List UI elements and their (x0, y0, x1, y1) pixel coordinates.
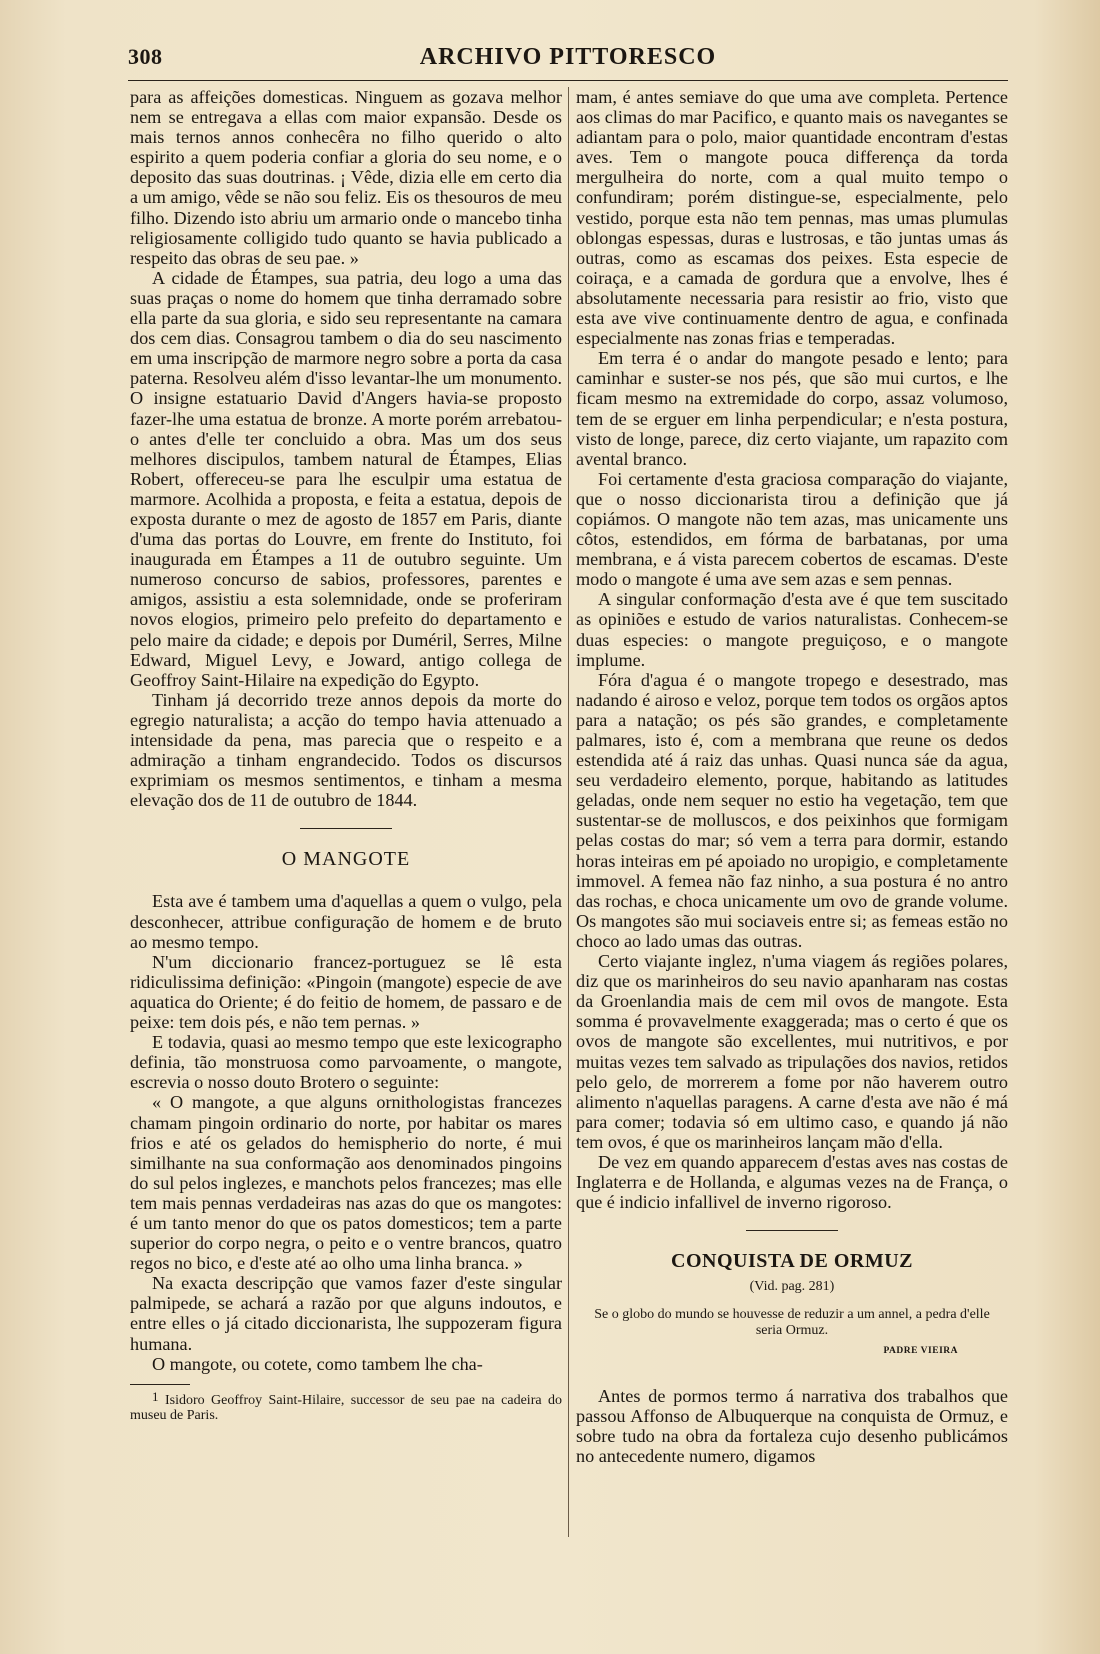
footnote-text: Isidoro Geoffroy Saint-Hilaire, successor de seu pae na cadeira do museu de Paris. (130, 1392, 562, 1423)
page-reference: (Vid. pag. 281) (749, 1279, 835, 1295)
column-divider (568, 87, 569, 1537)
footnote-rule (130, 1384, 190, 1385)
footnote (130, 1389, 562, 1423)
section-title-ormuz: CONQUISTA DE ORMUZ (671, 1250, 913, 1273)
paragraph: mam, é antes semiave do que uma ave completa. Pertence aos climas do mar Pacifico, e quanto mais os navegantes se adiantam para o polo, maior quantidade encontram d'estas aves. Tem o mangote pouca differença da torda mergulheira do norte, com a qual muito tempo o confundiram; porém distingue-se, especialmente, pelo vestido, porque esta não tem pennas, mas umas plumulas oblongas espessas, duras e lustrosas, e tão juntas umas ás outras, como as escamas dos peixes. Esta especie de coiraça, e a camada de gordura que a envolve, lhes é absolutamente necessaria para resistir ao frio, visto que esta ave vive continuamente dentro de agua, e confinada especialmente nas zonas frias e temperadas. (576, 87, 1008, 349)
section-divider (300, 828, 392, 829)
paragraph: N'um diccionario francez-portuguez se lê esta ridiculissima definição: «Pingoin (mangote) especie de ave aquatica do Oriente; é do feitio de homem, de passaro e de peixe: tem dois pés, e não tem pernas. » (130, 951, 562, 1033)
section-divider (746, 1230, 838, 1231)
paragraph: Foi certamente d'esta graciosa comparação do viajante, que o nosso diccionarista tirou a definição que já copiámos. O mangote não tem azas, mas unicamente uns côtos, estendidos, em fórma de barbatanas, por uma membrana, e á vista parecem cobertos de escamas. D'este modo o mangote é uma ave sem azas e sem pennas. (576, 468, 1008, 590)
running-title: ARCHIVO PITTORESCO (419, 44, 717, 70)
page-header (128, 40, 1008, 81)
paragraph: Em terra é o andar do mangote pesado e lento; para caminhar e suster-se nos pés, que são mui curtos, e lhe ficam mesmo na extremidade do corpo, assaz volumoso, tem de se erguer em linha perpendicular; e n'esta postura, visto de longe, parece, diz certo viajante, um rapazito com avental branco. (576, 348, 1008, 469)
paragraph: Certo viajante inglez, n'uma viagem ás regiões polares, diz que os marinheiros do seu navio apanharam nas costas da Groenlandia mais de cem mil ovos de mangote. Esta somma é provavelmente exaggerada; mas o certo é que os ovos de mangote são excellentes, mui nutritivos, e por muitas vezes tem salvado as tripulações dos navios, retidos pelo gelo, de morrerem a fome por não haverem outro alimento n'aquellas paragens. A carne d'esta ave não é má para comer; todavia só em ultimo caso, e quando já não tem ovos, é que os marinheiros lançam mão d'ella. (576, 951, 1008, 1152)
epigraph-author: PADRE VIEIRA (883, 1346, 958, 1357)
paragraph: Antes de pormos termo á narrativa dos trabalhos que passou Affonso de Albuquerque na conquista de Ormuz, e sobre tudo na obra da fortaleza cujo desenho publicámos no antecedente numero, digamos (576, 1385, 1008, 1466)
paragraph: para as affeições domesticas. Ninguem as gozava melhor nem se entregava a ellas com maior expansão. Desde os mais ternos annos conhecêra no filho querido o alto espirito a quem poderia confiar a gloria do seu nome, e o deposito das suas doutrinas. ¡ Vêde, dizia elle em certo dia a um amigo, vêde se não sou feliz. Eis os thesouros de meu filho. Dizendo isto abriu um armario onde o mancebo tinha religiosamente colligido tudo quanto se havia publicado a respeito das obras de seu pae. » (130, 87, 562, 268)
paragraph: A cidade de Étampes, sua patria, deu logo a uma das suas praças o nome do homem que tinha derramado sobre ella parte da sua gloria, e sido seu representante na camara dos cem dias. Consagrou tambem o dia do seu nascimento em uma inscripção de marmore negro sobre a porta da casa paterna. Resolveu além d'isso levantar-lhe um monumento. O insigne estatuario David d'Angers havia-se proposto fazer-lhe uma estatua de bronze. A morte porém arrebatou-o antes d'elle ter concluido a obra. Mas um dos seus melhores discipulos, tambem natural de Étampes, Elias Robert, offereceu-se para lhe esculpir uma estatua de marmore. Acolhida a proposta, e feita a estatua, depois de exposta durante o mez de agosto de 1857 em Paris, diante d'uma das portas do Louvre, em frente do Instituto, foi inaugurada em Étampes a 11 de outubro seguinte. Um numeroso concurso de sabios, professores, parentes e amigos, assistiu a esta solemnidade, onde se proferiram novos elogios, primeiro pelo prefeito do departamento e pelo maire da cidade; e depois por Duméril, Serres, Milne Edward, Miguel Levy, e Joward, antigo collega de Geoffroy Saint-Hilaire na expedição do Egypto. (130, 267, 562, 690)
page-number: 308 (128, 44, 163, 69)
epigraph: Se o globo do mundo se houvesse de reduzir a um annel, a pedra d'elle seria Ormuz. (594, 1307, 990, 1339)
quotation: « O mangote, a que alguns ornithologistas francezes chamam pingoin ordinario do norte, por habitar os mares frios e até os gelados do hemispherio do norte, é mui similhante na sua conformação aos denominados pingoins do sul pelos inglezes, e manchots pelos francezes; mas elle tem mais pennas verdadeiras nas azas do que os mangotes: é um tanto menor do que os patos domesticos; tem a parte superior do corpo negra, o peito e o ventre brancos, quatro regos no bico, e d'este até ao olho uma linha branca. » (130, 1092, 562, 1274)
paragraph: Tinham já decorrido treze annos depois da morte do egregio naturalista; a acção do tempo havia attenuado a intensidade da pena, mas parecia que o respeito e a admiração a tinham engrandecido. Todos os discursos exprimiam os mesmos sentimentos, e tinham a mesma elevação dos de 11 de outubro de 1844. (130, 689, 562, 811)
paragraph: E todavia, quasi ao mesmo tempo que este lexicographo definia, tão monstruosa como parvoamente, o mangote, escrevia o nosso douto Brotero o seguinte: (130, 1032, 562, 1093)
right-column (576, 87, 1008, 1557)
left-column (130, 87, 562, 1557)
paragraph: O mangote, ou cotete, como tambem lhe cha- (152, 1353, 483, 1374)
paragraph: A singular conformação d'esta ave é que tem suscitado as opiniões e estudo de varios naturalistas. Conhecem-se duas especies: o mangote preguiçoso, e o mangote implume. (576, 589, 1008, 670)
paragraph: De vez em quando apparecem d'estas aves nas costas de Inglaterra e de Hollanda, e algumas vezes na de França, o que é indicio infallivel de inverno rigoroso. (576, 1151, 1008, 1213)
footnote-mark: 1 (152, 1388, 159, 1404)
paragraph: Esta ave é tambem uma d'aquellas a quem o vulgo, pela desconhecer, attribue configuração de homem e de bruto ao mesmo tempo. (130, 891, 562, 952)
paragraph: Fóra d'agua é o mangote tropego e desestrado, mas nadando é airoso e veloz, porque tem todos os orgãos aptos para a natação; os pés são grandes, e completamente palmares, isto é, com a membrana que reune os dedos estendida até á raiz das unhas. Quasi nunca sáe da agua, seu verdadeiro elemento, porque, habitando as latitudes geladas, onde nem sequer no estio ha vegetação, tem que sustentar-se de molluscos, e dos peixinhos que formigam pelas costas do mar; só vem a terra para dormir, estando horas inteiras em pé apoiado no uropigio, e completamente immovel. A femea não faz ninho, a sua postura é no antro das rochas, e choca unicamente um ovo de grande volume. Os mangotes são mui sociaveis entre si; as femeas estão no choco ao lado umas das outras. (576, 669, 1008, 951)
paragraph: Na exacta descripção que vamos fazer d'este singular palmipede, se achará a razão por que alguns indoutos, e entre elles o já citado diccionarista, lhe suppozeram figura humana. (130, 1273, 562, 1354)
section-title-mangote: O MANGOTE (281, 848, 411, 871)
footnote-area (130, 1384, 562, 1423)
